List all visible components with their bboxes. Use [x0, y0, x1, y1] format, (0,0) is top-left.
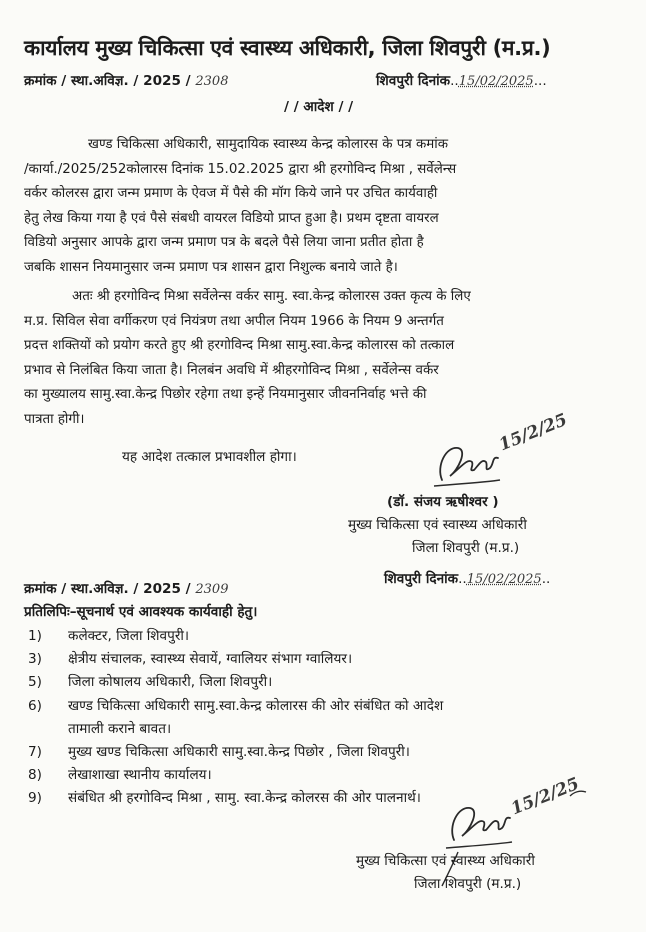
list-item-text: क्षेत्रीय संचालक, स्वास्थ्य सेवायें, ग्वालियर संभाग ग्वालियर।	[68, 651, 353, 668]
paragraph-line: का मुख्यालय सामु.स्वा.केन्द्र पिछोर रहेगा तथा इन्हें नियमानुसार जीवननिर्वाह भत्ते की	[24, 387, 427, 403]
list-item	[28, 625, 443, 648]
list-item-text: लेखाशाखा स्थानीय कार्यालय।	[68, 767, 212, 784]
copy-signatory-district: जिला शिवपुरी (म.प्र.)	[414, 876, 522, 892]
list-item-text: संबंधित श्री हरगोविन्द मिश्रा , सामु. स्वा.केन्द्र कोलरस की ओर पालनार्थ।	[68, 790, 421, 807]
order-date: शिवपुरी दिनांक..15/02/2025...	[376, 73, 547, 89]
list-item-text: जिला कोषालय अधिकारी, जिला शिवपुरी।	[68, 674, 273, 691]
order-heading: / / आदेश / /	[284, 99, 354, 115]
signatory-district: जिला शिवपुरी (म.प्र.)	[412, 540, 520, 556]
copy-ref-prefix: क्रमांक / स्था.अविज्ञ. / 2025 /	[24, 581, 191, 597]
paragraph-line: प्रदत्त शक्तियों को प्रयोग करते हुए श्री हरगोविन्द मिश्रा सामु.स्वा.केन्द्र कोलारस को तत्काल	[24, 338, 455, 354]
paragraph-line: प्रभाव से निलंबित किया जाता है। निलबंन अवधि में श्रीहरगोविन्द मिश्रा , सर्वेलेन्स वर्कर	[24, 362, 439, 378]
order-reference	[24, 70, 228, 89]
list-item-number: 6)	[28, 697, 42, 714]
paragraph-line: /कार्या./2025/252कोलारस दिनांक 15.02.2025 द्वारा श्री हरगोविन्द मिश्रा , सर्वेलेन्स	[24, 161, 457, 177]
paragraph-line: जबकि शासन नियमानुसार जन्म प्रमाण पत्र शासन द्वारा निशुल्क बनाये जाते है।	[24, 259, 398, 275]
copy-list	[28, 625, 443, 811]
paragraph-line: हेतु लेख किया गया है एवं पैसे संबधी वायरल विडियो प्राप्त हुआ है। प्रथम दृष्टता वायरल	[24, 210, 439, 226]
office-title: कार्यालय मुख्य चिकित्सा एवं स्वास्थ्य अधिकारी, जिला शिवपुरी (म.प्र.)	[24, 36, 551, 60]
order-date-label: शिवपुरी दिनांक	[376, 73, 451, 89]
copy-ref-number: 2309	[195, 582, 229, 597]
list-item	[28, 671, 443, 694]
list-item-text: कलेक्टर, जिला शिवपुरी।	[68, 628, 190, 644]
list-item-number: 1)	[28, 628, 42, 644]
order-ref-prefix: क्रमांक / स्था.अविज्ञ. / 2025 /	[24, 73, 191, 89]
list-item-number: 7)	[28, 744, 42, 761]
list-item-text: मुख्य खण्ड चिकित्सा अधिकारी सामु.स्वा.केन्द्र पिछोर , जिला शिवपुरी।	[68, 744, 410, 761]
signatory-designation: मुख्य चिकित्सा एवं स्वास्थ्य अधिकारी	[348, 517, 527, 533]
copy-signatory-designation: मुख्य चिकित्सा एवं स्वास्थ्य अधिकारी	[356, 853, 535, 869]
list-item	[28, 764, 443, 787]
list-item	[28, 741, 443, 764]
copy-date: शिवपुरी दिनांक..15/02/2025..	[384, 571, 551, 587]
copy-reference	[24, 578, 228, 597]
paragraph-line: खण्ड चिकित्सा अधिकारी, सामुदायिक स्वास्थ्य केन्द्र कोलारस के पत्र कमांक	[88, 137, 449, 152]
list-item-number: 9)	[28, 790, 42, 807]
copy-heading: प्रतिलिपिः–सूचनार्थ एवं आवश्यक कार्यवाही हेतु।	[24, 604, 258, 620]
list-item-number: 5)	[28, 674, 42, 691]
list-item	[28, 695, 443, 718]
paragraph-line: पात्रता होगी।	[24, 411, 85, 427]
signature-2-date: 15/2/25	[508, 773, 583, 820]
order-date-value: 15/02/2025	[458, 74, 534, 89]
copy-date-value: 15/02/2025	[466, 572, 542, 587]
signature-1-date: 15/2/25	[496, 409, 571, 456]
copy-date-label: शिवपुरी दिनांक	[384, 571, 459, 587]
signatory-name: (डॉ. संजय ऋषीश्वर )	[387, 494, 499, 510]
effective-statement: यह आदेश तत्काल प्रभावशील होगा।	[122, 449, 297, 465]
paragraph-line: अतः श्री हरगोविन्द मिश्रा सर्वेलेन्स वर्कर सामु. स्वा.केन्द्र कोलारस उक्त कृत्य के लिए	[72, 289, 471, 304]
order-paragraph-2	[24, 285, 471, 433]
list-item-text: खण्ड चिकित्सा अधिकारी सामु.स्वा.केन्द्र कोलारस की ओर संबंधित को आदेश	[68, 697, 444, 714]
list-item	[28, 787, 443, 810]
order-ref-number: 2308	[195, 74, 229, 89]
list-item-continuation: तामाली कराने बावत।	[68, 720, 172, 737]
paragraph-line: म.प्र. सिविल सेवा वर्गीकरण एवं नियंत्रण तथा अपील नियम 1966 के नियम 9 अन्तर्गत	[24, 313, 444, 329]
list-item	[28, 648, 443, 671]
order-paragraph-1	[24, 133, 456, 281]
list-item-number: 3)	[28, 651, 42, 668]
paragraph-line: वर्कर कोलरस द्वारा जन्म प्रमाण के ऐवज में पैसे की मॉग किये जाने पर उचित कार्यवाही	[24, 186, 438, 202]
list-item-number: 8)	[28, 767, 42, 784]
paragraph-line: विडियो अनुसार आपके द्वारा जन्म प्रमाण पत्र के बदले पैसे लिया जाना प्रतीत होता है	[24, 235, 424, 251]
